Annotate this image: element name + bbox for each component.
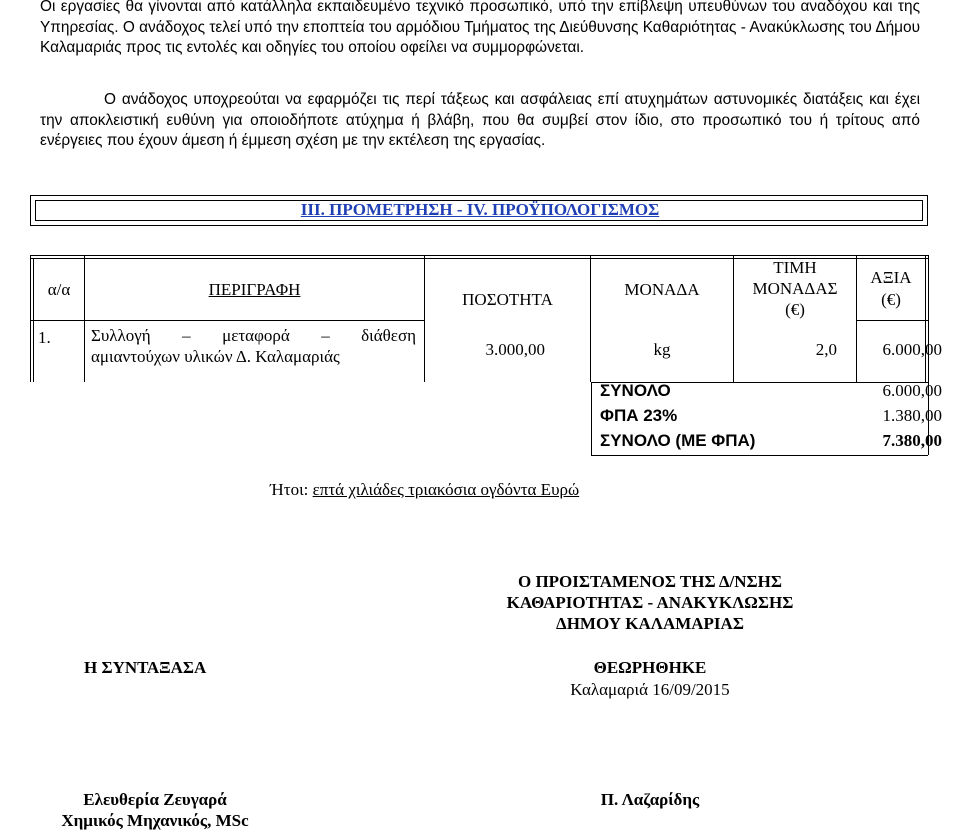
row-unit: kg — [653, 340, 671, 359]
col-divider-2 — [424, 255, 425, 382]
col-divider-1 — [84, 255, 85, 382]
row-divider-desc — [84, 320, 424, 321]
header-unit-price-l2: ΜΟΝΑΔΑΣ — [752, 279, 838, 298]
paragraph-liability: Ο ανάδοχος υποχρεούται να εφαρμόζει τις περί τάξεως και ασφάλειας επί ατυχημάτων αστυνομικές διατάξεις και έχει την αποκλειστική ευθύνη για οποιοδήποτε ατύχημα ή βλάβη, που θα συμβεί στον ίδιο, στο προσωπικό του ή τρίτους από ενέργειες που έχουν άμεση ή έμμεση σχέση με την εκτέλεση της εργασίας. — [40, 91, 920, 149]
table-right-border-inner — [925, 255, 926, 382]
header-value-l2: (€) — [881, 290, 901, 309]
row-divider-value — [856, 320, 928, 321]
amount-in-words — [270, 480, 690, 500]
director-name: Π. Λαζαρίδης — [600, 790, 700, 809]
row-description-l1: Συλλογή – μεταφορά – διάθεση — [91, 326, 416, 345]
vat-value: 1.380,00 — [882, 406, 942, 425]
header-quantity: ΠΟΣΟΤΗΤΑ — [462, 290, 553, 309]
amount-words-text: επτά χιλιάδες τριακόσια ογδόντα Ευρώ — [312, 480, 580, 499]
totals-bottom-border — [591, 455, 928, 456]
section-title: III. ΠΡΟΜΕΤΡΗΣΗ - IV. ΠΡΟΫΠΟΛΟΓΙΣΜΟΣ — [300, 200, 660, 219]
subtotal-value: 6.000,00 — [882, 381, 942, 400]
composer-label: Η ΣΥΝΤΑΞΑΣΑ — [84, 658, 207, 677]
row-unit-price: 2,0 — [815, 340, 837, 359]
subtotal-label: ΣΥΝΟΛΟ — [600, 381, 671, 400]
amount-words-prefix: Ήτοι: — [270, 480, 313, 499]
col-divider-3 — [590, 255, 591, 382]
director-title-l2: ΚΑΘΑΡΙΟΤΗΤΑΣ - ΑΝΑΚΥΚΛΩΣΗΣ — [506, 593, 794, 612]
place-date: Καλαμαριά 16/09/2015 — [570, 680, 730, 699]
table-right-border — [928, 255, 929, 382]
paragraph-supervision: Οι εργασίες θα γίνονται από κατάλληλα εκπαιδευμένο τεχνικό προσωπικό, υπό την επίβλεψη υπευθύνων του αναδόχου και της Υπηρεσίας. Ο ανάδοχος τελεί υπό την εποπτεία του αρμόδιου Τμήματος της Διεύθυνσης Καθαριότητας - Ανακύκλωσης του Δήμου Καλαμαριάς προς τις εντολές και οδηγίες του οποίου οφείλει να συμμορφώνεται. — [40, 0, 920, 56]
header-aa: α/α — [47, 280, 71, 299]
table-top-border — [30, 255, 928, 256]
row-quantity: 3.000,00 — [485, 340, 545, 359]
composer-title: Χημικός Μηχανικός, MSc — [61, 811, 249, 830]
total-label: ΣΥΝΟΛΟ (ΜΕ ΦΠΑ) — [600, 431, 756, 450]
director-title-l3: ΔΗΜΟΥ ΚΑΛΑΜΑΡΙΑΣ — [556, 614, 744, 633]
reviewed-label: ΘΕΩΡΗΘΗΚΕ — [593, 658, 707, 677]
vat-label: ΦΠΑ 23% — [600, 406, 678, 425]
total-value: 7.380,00 — [882, 431, 942, 450]
table-left-border — [30, 255, 31, 382]
header-unit-price-l3: (€) — [785, 300, 805, 319]
row-description-l2: αμιαντούχων υλικών Δ. Καλαμαριάς — [91, 347, 340, 366]
row-divider-aa — [30, 320, 90, 321]
header-unit: ΜΟΝΑΔΑ — [624, 280, 700, 299]
director-title-l1: Ο ΠΡΟΙΣΤΑΜΕΝΟΣ ΤΗΣ Δ/ΝΣΗΣ — [517, 572, 783, 591]
header-unit-price-l1: ΤΙΜΗ — [773, 258, 817, 277]
row-value: 6.000,00 — [882, 340, 942, 359]
row-aa: 1. — [38, 328, 51, 347]
header-value-l1: ΑΞΙΑ — [870, 268, 912, 287]
composer-name: Ελευθερία Ζευγαρά — [83, 790, 227, 809]
totals-left-border — [591, 382, 592, 455]
header-description: ΠΕΡΙΓΡΑΦΗ — [208, 280, 301, 299]
